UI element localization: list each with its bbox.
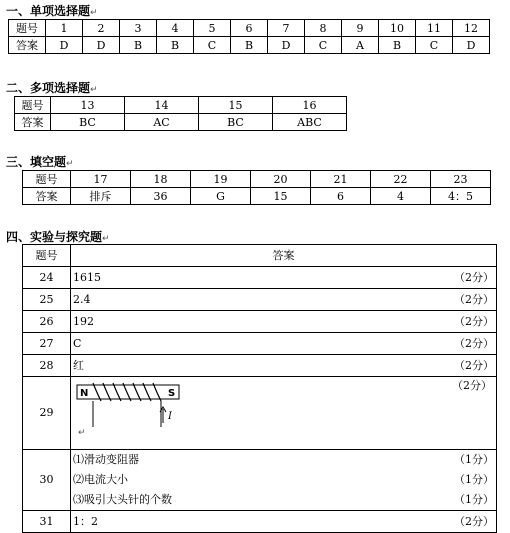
q-num: 2	[83, 20, 120, 37]
q-num: 8	[305, 20, 342, 37]
table-row	[15, 114, 347, 131]
q-num: 19	[191, 171, 251, 188]
q-num: 7	[268, 20, 305, 37]
header-ans: 答案	[71, 245, 497, 267]
q-num: 13	[51, 97, 125, 114]
q-answer-cell	[71, 333, 497, 355]
q-num: 29	[23, 377, 71, 450]
section-title-4: 四、实验与探究题↵	[6, 230, 110, 244]
q-num: 22	[371, 171, 431, 188]
table-row	[23, 333, 497, 355]
current-label: I	[168, 411, 172, 422]
header-num: 题号	[9, 20, 46, 37]
q-num: 27	[23, 333, 71, 355]
table-row	[23, 377, 497, 450]
table-row	[9, 37, 490, 54]
q-answer-cell	[71, 450, 497, 511]
q-answer: 1615	[73, 270, 101, 284]
q-num: 12	[453, 20, 490, 37]
header-num: 题号	[15, 97, 51, 114]
q-score: （1分）	[454, 493, 494, 506]
q-num: 23	[431, 171, 491, 188]
q-answer: BC	[51, 114, 125, 131]
section-title-1: 一、单项选择题↵	[6, 4, 98, 18]
q-answer-cell	[71, 511, 497, 533]
paragraph-mark: ↵	[78, 428, 86, 438]
q-answer: A	[342, 37, 379, 54]
q-answer: 红	[73, 358, 84, 372]
q-score: （2分）	[452, 379, 492, 392]
q-answer-cell	[71, 289, 497, 311]
q-num: 17	[71, 171, 131, 188]
table-row	[23, 511, 497, 533]
q-answer: D	[83, 37, 120, 54]
header-ans: 答案	[23, 188, 71, 205]
q-num: 5	[194, 20, 231, 37]
table-row	[9, 20, 490, 37]
q-answer-cell	[71, 377, 497, 450]
q-answer: 15	[251, 188, 311, 205]
q-num: 1	[46, 20, 83, 37]
q-answer: 36	[131, 188, 191, 205]
q-num: 16	[273, 97, 347, 114]
q-num: 6	[231, 20, 268, 37]
q-answer-cell	[71, 311, 497, 333]
table-experiment	[22, 244, 497, 533]
table-row	[23, 171, 491, 188]
q-num: 15	[199, 97, 273, 114]
table-row	[23, 450, 497, 511]
list-item: ⑶吸引大头针的个数 （1分）	[73, 490, 494, 510]
table-row	[23, 245, 497, 267]
table-row	[23, 311, 497, 333]
q-num: 30	[23, 450, 71, 511]
q-num: 25	[23, 289, 71, 311]
table-row	[23, 188, 491, 205]
q-answer: AC	[125, 114, 199, 131]
header-num: 题号	[23, 245, 71, 267]
q-answer: B	[120, 37, 157, 54]
q-answer: D	[453, 37, 490, 54]
q-answer: C	[194, 37, 231, 54]
q-score: （2分）	[454, 336, 494, 350]
section-title-2: 二、多项选择题↵	[6, 81, 98, 95]
q-num: 18	[131, 171, 191, 188]
table-row	[23, 267, 497, 289]
list-item: ⑵电流大小 （1分）	[73, 470, 494, 490]
q-num: 4	[157, 20, 194, 37]
q-score: （1分）	[454, 453, 494, 466]
q-answer: B	[157, 37, 194, 54]
q-answer: ABC	[273, 114, 347, 131]
q-answer: C	[416, 37, 453, 54]
table-row	[23, 355, 497, 377]
q-score: （2分）	[454, 358, 494, 372]
q-num: 11	[416, 20, 453, 37]
q-answer: 4	[371, 188, 431, 205]
q-num: 20	[251, 171, 311, 188]
q-answer-cell	[71, 267, 497, 289]
header-num: 题号	[23, 171, 71, 188]
q-answer: C	[73, 336, 82, 350]
q-answer: BC	[199, 114, 273, 131]
q-answer-cell	[71, 355, 497, 377]
table-fill-blank	[22, 170, 491, 205]
section-title-3: 三、填空题↵	[6, 155, 74, 169]
q-num: 9	[342, 20, 379, 37]
q-num: 14	[125, 97, 199, 114]
q-score: （2分）	[454, 292, 494, 306]
header-ans: 答案	[15, 114, 51, 131]
q-answer: 排斥	[71, 188, 131, 205]
coil-pole-left: N	[80, 388, 89, 399]
q-score: （1分）	[454, 473, 494, 486]
table-row	[23, 289, 497, 311]
q-answer: 1：2	[73, 514, 98, 528]
q-answer: B	[231, 37, 268, 54]
header-ans: 答案	[9, 37, 46, 54]
list-item: ⑴滑动变阻器 （1分）	[73, 450, 494, 470]
q-answer: C	[305, 37, 342, 54]
coil-pole-right: S	[168, 388, 176, 399]
q-num: 3	[120, 20, 157, 37]
q-answer: 4：5	[431, 188, 491, 205]
table-row	[15, 97, 347, 114]
q-answer: D	[46, 37, 83, 54]
q-num: 10	[379, 20, 416, 37]
q-num: 21	[311, 171, 371, 188]
q-score: （2分）	[454, 514, 494, 528]
q-score: （2分）	[454, 270, 494, 284]
table-single-choice	[8, 19, 490, 54]
q-num: 28	[23, 355, 71, 377]
q-answer: B	[379, 37, 416, 54]
q-answer: 6	[311, 188, 371, 205]
q-num: 31	[23, 511, 71, 533]
q-score: （2分）	[454, 314, 494, 328]
q-answer: G	[191, 188, 251, 205]
q-num: 26	[23, 311, 71, 333]
table-multi-choice	[14, 96, 347, 131]
coil-diagram	[73, 381, 183, 447]
q-answer: 192	[73, 314, 94, 328]
q-num: 24	[23, 267, 71, 289]
q-answer: 2.4	[73, 292, 91, 306]
q-answer: D	[268, 37, 305, 54]
